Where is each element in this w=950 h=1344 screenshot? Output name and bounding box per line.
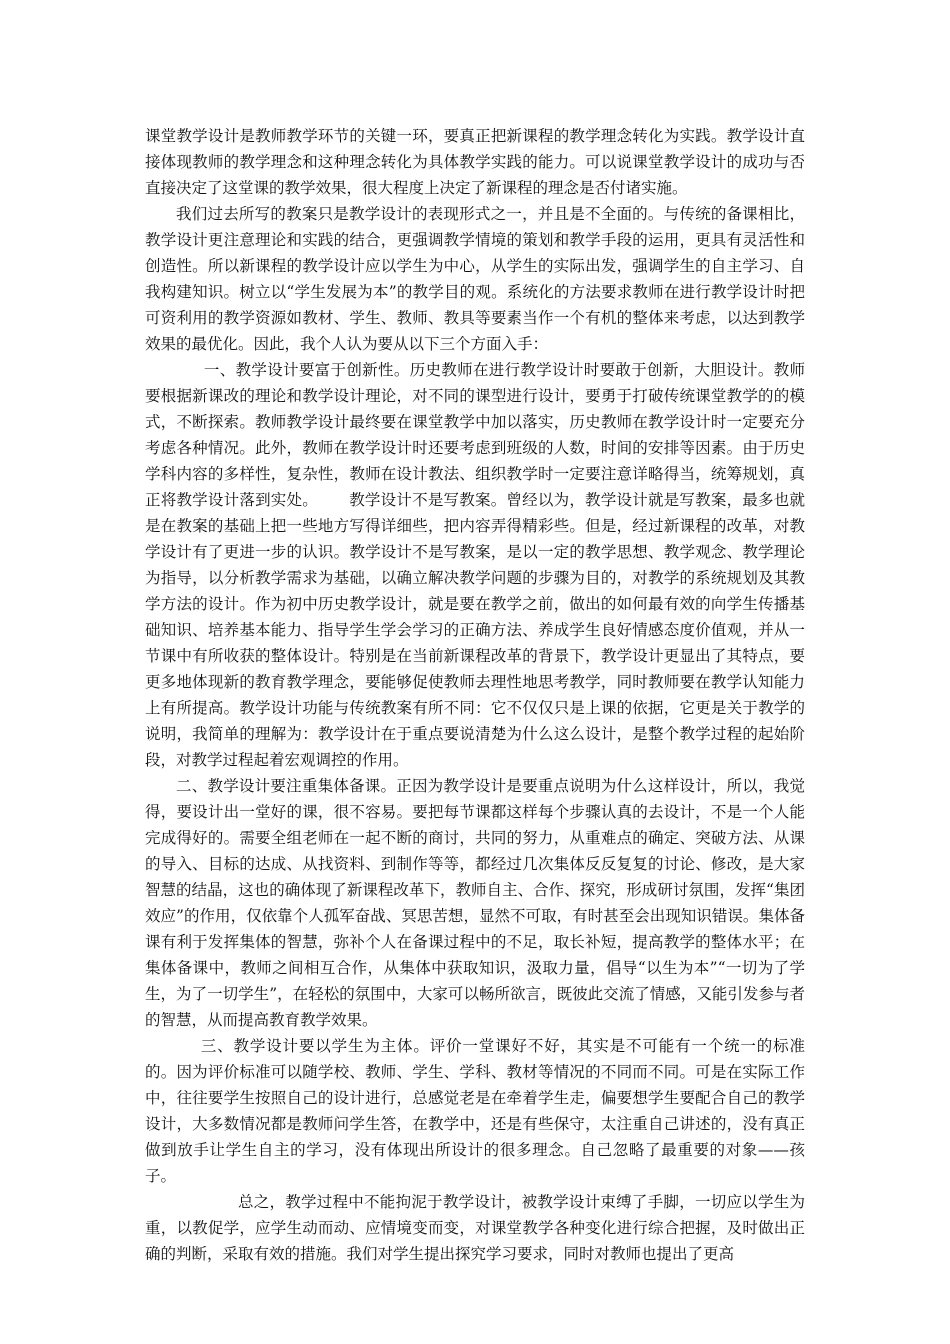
document-body: [145, 123, 805, 1267]
paragraph-lesson-plan: 我们过去所写的教案只是教学设计的表现形式之一，并且是不全面的。与传统的备课相比，教学设计更注意理论和实践的结合，更强调教学情境的策划和教学手段的运用，更具有灵活性和创造性。所以新课程的教学设计应以学生为中心，从学生的实际出发，强调学生的自主学习、自我构建知识。树立以“学生发展为本”的教学目的观。系统化的方法要求教师在进行教学设计时把可资利用的教学资源如教材、学生、教师、教具等要素当作一个有机的整体来考虑，以达到教学效果的最优化。因此，我个人认为要从以下三个方面入手：: [145, 205, 805, 353]
paragraph-intro: 课堂教学设计是教师教学环节的关键一环，要真正把新课程的教学理念转化为实践。教学设计直接体现教师的教学理念和这种理念转化为具体教学实践的能力。可以说课堂教学设计的成功与否直接决定了这堂课的教学效果，很大程度上决定了新课程的理念是否付诸实施。: [145, 127, 805, 197]
point-one-continuation-text: 教学设计不是写教案。曾经以为，教学设计就是写教案，最多也就是在教案的基础上把一些地方写得详细些，把内容弄得精彩些。但是，经过新课程的改革，对教学设计有了更进一步的认识。教学设计不是写教案，是以一定的教学思想、教学观念、教学理论为指导，以分析教学需求为基础，以确立解决教学问题的步骤为目的，对教学的系统规划及其教学方法的设计。作为初中历史教学设计，就是要在教学之前，做出的如何最有效的向学生传播基础知识、培养基本能力、指导学生学会学习的正确方法、养成学生良好情感态度价值观，并从一节课中有所收获的整体设计。特别是在当前新课程改革的背景下，教学设计更显出了其特点，要更多地体现新的教育教学理念，要能够促使教师去理性地思考教学，同时教师要在教学认知能力上有所提高。教学设计功能与传统教案有所不同：它不仅仅只是上课的依据，它更是关于教学的说明，我简单的理解为：教学设计在于重点要说清楚为什么这么设计，是整个教学过程的起始阶段，对教学过程起着宏观调控的作用。: [145, 491, 805, 769]
paragraph-point-two: 二、教学设计要注重集体备课。正因为教学设计是要重点说明为什么这样设计，所以，我觉得，要设计出一堂好的课，很不容易。要把每节课都这样每个步骤认真的去设计，不是一个人能完成得好的。需要全组老师在一起不断的商讨，共同的努力，从重难点的确定、突破方法、从课的导入、目标的达成、从找资料、到制作等等，都经过几次集体反反复复的讨论、修改，是大家智慧的结晶，这也的确体现了新课程改革下，教师自主、合作、探究，形成研讨氛围，发挥“集团效应”的作用，仅依靠个人孤军奋战、冥思苦想，显然不可取，有时甚至会出现知识错误。集体备课有利于发挥集体的智慧，弥补个人在备课过程中的不足，取长补短，提高教学的整体水平；在集体备课中，教师之间相互合作，从集体中获取知识，汲取力量，倡导“以生为本”“一切为了学生，为了一切学生”，在轻松的氛围中，大家可以畅所欲言，既彼此交流了情感，又能引发参与者的智慧，从而提高教育教学效果。: [145, 777, 805, 1029]
point-one-continuation: [145, 491, 805, 769]
paragraph-point-three: 三、教学设计要以学生为主体。评价一堂课好不好，其实是不可能有一个统一的标准的。因为评价标准可以随学校、教师、学生、学科、教材等情况的不同而不同。可是在实际工作中，往往要学生按照自己的设计进行，总感觉老是在牵着学生走，偏要想学生要配合自己的教学设计，大多数情况都是教师问学生答，在教学中，还是有些保守，太注重自己讲述的，没有真正做到放手让学生自主的学习，没有体现出所设计的很多理念。自己忽略了最重要的对象——孩子。: [145, 1037, 805, 1185]
paragraph-conclusion: 总之，教学过程中不能拘泥于教学设计，被教学设计束缚了手脚，一切应以学生为重，以教促学，应学生动而动、应情境变而变，对课堂教学各种变化进行综合把握，及时做出正确的判断，采取有效的措施。我们对学生提出探究学习要求，同时对教师也提出了更高: [145, 1193, 805, 1263]
paragraph-point-one: [145, 357, 805, 773]
point-one-text: 一、教学设计要富于创新性。历史教师在进行教学设计时要敢于创新，大胆设计。教师要根据新课改的理论和教学设计理论，对不同的课型进行设计，要勇于打破传统课堂教学的的模式，不断探索。教师教学设计最终要在课堂教学中加以落实，历史教师在教学设计时一定要充分考虑各种情况。此外，教师在教学设计时还要考虑到班级的人数，时间的安排等因素。由于历史学科内容的多样性，复杂性，教师在设计教法、组织教学时一定要注意详略得当，统筹规划，真正将教学设计落到实处。: [145, 361, 805, 509]
